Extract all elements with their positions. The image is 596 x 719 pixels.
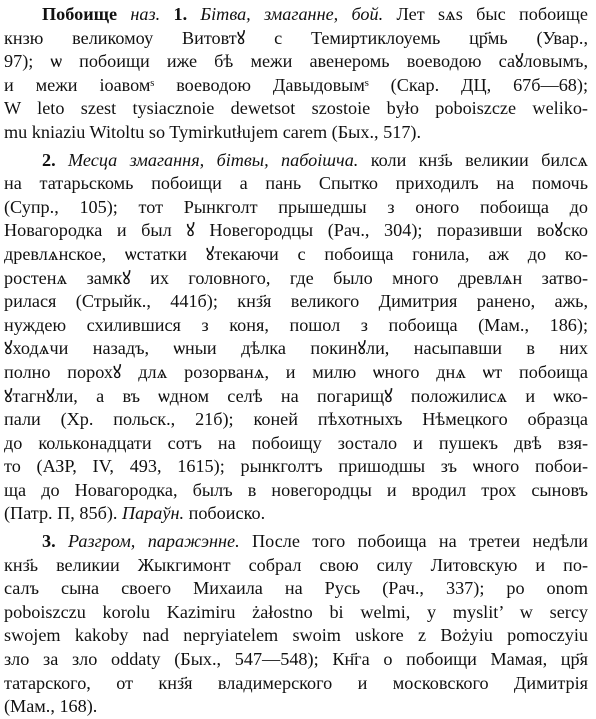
text-run: нуждею схилившися з коня, пошол з побоища (Мам., 186); xyxy=(4,314,588,335)
bold-text: 1. xyxy=(173,4,188,24)
text-run: ща до Новагородка, былъ в новегородцы и вродил трох сыновъ xyxy=(4,479,588,500)
text-run: После того побоища на третеи недѣли xyxy=(239,531,588,552)
text-run xyxy=(160,4,173,24)
text-line xyxy=(4,3,588,27)
italic-text: Разгром, паражэнне. xyxy=(68,531,240,552)
sense-2 xyxy=(4,149,588,527)
text-run xyxy=(187,4,200,24)
italic-text: Параўн. xyxy=(121,503,185,524)
text-line xyxy=(4,149,588,173)
text-run: на татарьскомь побоищи а пань Спытко приходилъ на помочь xyxy=(4,173,588,194)
text-line xyxy=(4,502,588,526)
text-line xyxy=(4,385,588,409)
text-line xyxy=(4,172,588,196)
text-line xyxy=(4,577,588,601)
text-line xyxy=(4,121,588,145)
text-line xyxy=(4,672,588,696)
text-run: swojem kakoby nad nepryiatelem swoim uskore z Bożyiu pomoczyiu xyxy=(4,625,588,646)
text-line xyxy=(4,601,588,625)
text-run: Новагородка и был ꙋ Новегородцы (Рач., 304); поразивши воꙋско xyxy=(4,220,588,241)
text-run: 97); ѡ побоищи иже бѣ межи авенеромь воеводою саꙋловымъ, xyxy=(4,51,588,72)
text-run: ꙋходѧчи назадъ, ѡныи дѣлка покинꙋли, насыпавши в них xyxy=(4,338,588,359)
text-run: рилася (Стрыйк., 441б); кнз҃я великого Димитрия ранено, ажь, xyxy=(4,291,588,312)
text-line xyxy=(4,554,588,578)
text-line xyxy=(4,530,588,554)
text-line xyxy=(4,267,588,291)
text-run: W leto szest tysiacznoie dewetsot szostoie było poboiszcze weliko- xyxy=(4,98,588,119)
text-line xyxy=(4,27,588,51)
text-run: побоиско. xyxy=(184,503,266,524)
sense-1 xyxy=(4,3,588,145)
text-run xyxy=(56,150,68,170)
text-run: кнз҃ь великии Жыкгимонт собрал свою силу Литовскую и по- xyxy=(4,554,588,575)
text-line xyxy=(4,290,588,314)
text-run xyxy=(56,531,68,551)
text-run: ростенѧ замкꙋ их головного, где было много древлѧн затво- xyxy=(4,267,588,288)
text-run: коли кнз҃ь великии билсѧ xyxy=(358,149,589,170)
text-line xyxy=(4,243,588,267)
text-line xyxy=(4,432,588,456)
text-line xyxy=(4,361,588,385)
text-run: и межи іоавомˢ воеводою Давыдовымˢ (Скар. ДЦ, 67б—68); xyxy=(4,74,588,95)
text-line xyxy=(4,74,588,98)
text-line xyxy=(4,97,588,121)
text-line xyxy=(4,219,588,243)
text-line xyxy=(4,479,588,503)
text-run: poboiszczu korolu Kazimiru żałostno bi welmi, y myslit’ w sercy xyxy=(4,601,588,622)
text-line xyxy=(4,408,588,432)
text-run: Лет ѕѧs быс побоище xyxy=(383,4,588,24)
text-line xyxy=(4,314,588,338)
bold-text: 2. xyxy=(42,149,56,170)
text-run: (Супр., 105); тот Рынкголт прышедшы з оного побоища до xyxy=(4,196,588,217)
text-run: салъ сына своего Михаила на Русь (Рач., 337); po onom xyxy=(4,578,588,599)
bold-text: Побоище xyxy=(42,4,118,24)
text-run: полно порохꙋ длѧ розорванѧ, и милю ѡного днѧ ѡт побоища xyxy=(4,361,588,382)
text-run: до кольконадцати сотъ на побоищу зостало и пушекъ двѣ взя- xyxy=(4,432,588,453)
text-run xyxy=(117,4,130,24)
text-run: (Патр. П, 85б). xyxy=(4,503,122,524)
text-run: ꙋтагнꙋли, а въ ѡдном селѣ на погарищꙋ положилисѧ и ѡко- xyxy=(4,385,588,406)
text-line xyxy=(4,196,588,220)
text-run: пали (Хр. польск., 21б); коней пѣхотныхъ Нѣмецкого образца xyxy=(4,409,588,430)
text-line xyxy=(4,624,588,648)
text-line xyxy=(4,455,588,479)
italic-text: Бітва, змаганне, бой. xyxy=(200,4,384,24)
text-run: татарского, от кнз҃я владимерского и московского Димитрія xyxy=(4,672,588,693)
text-line xyxy=(4,648,588,672)
text-run: кнзю великомоу Витовтꙋ с Темиртиклоуемь цр҃мь (Увар., xyxy=(4,27,588,48)
text-run: (Мам., 168). xyxy=(4,696,98,717)
text-run: то (АЗР, IV, 493, 1615); рынкголтъ пришодшы зъ ѡного побои- xyxy=(4,456,588,477)
bold-text: 3. xyxy=(42,531,56,552)
text-line xyxy=(4,337,588,361)
text-run: зло за зло oddaty (Бых., 547—548); Кн҃га о побоищи Мамая, цр҃я xyxy=(4,649,588,670)
text-line xyxy=(4,695,588,719)
text-run: mu kniaziu Witoltu so Tymirkutłujem carem (Бых., 517). xyxy=(4,121,422,142)
text-line xyxy=(4,50,588,74)
text-run: древлѧнское, ѡстатки ꙋтекаючи с побоища гонила, аж до ко- xyxy=(4,243,588,264)
italic-text: Месца змагання, бітвы, пабоішча. xyxy=(68,149,359,170)
sense-3 xyxy=(4,530,588,719)
italic-text: наз. xyxy=(130,4,161,24)
